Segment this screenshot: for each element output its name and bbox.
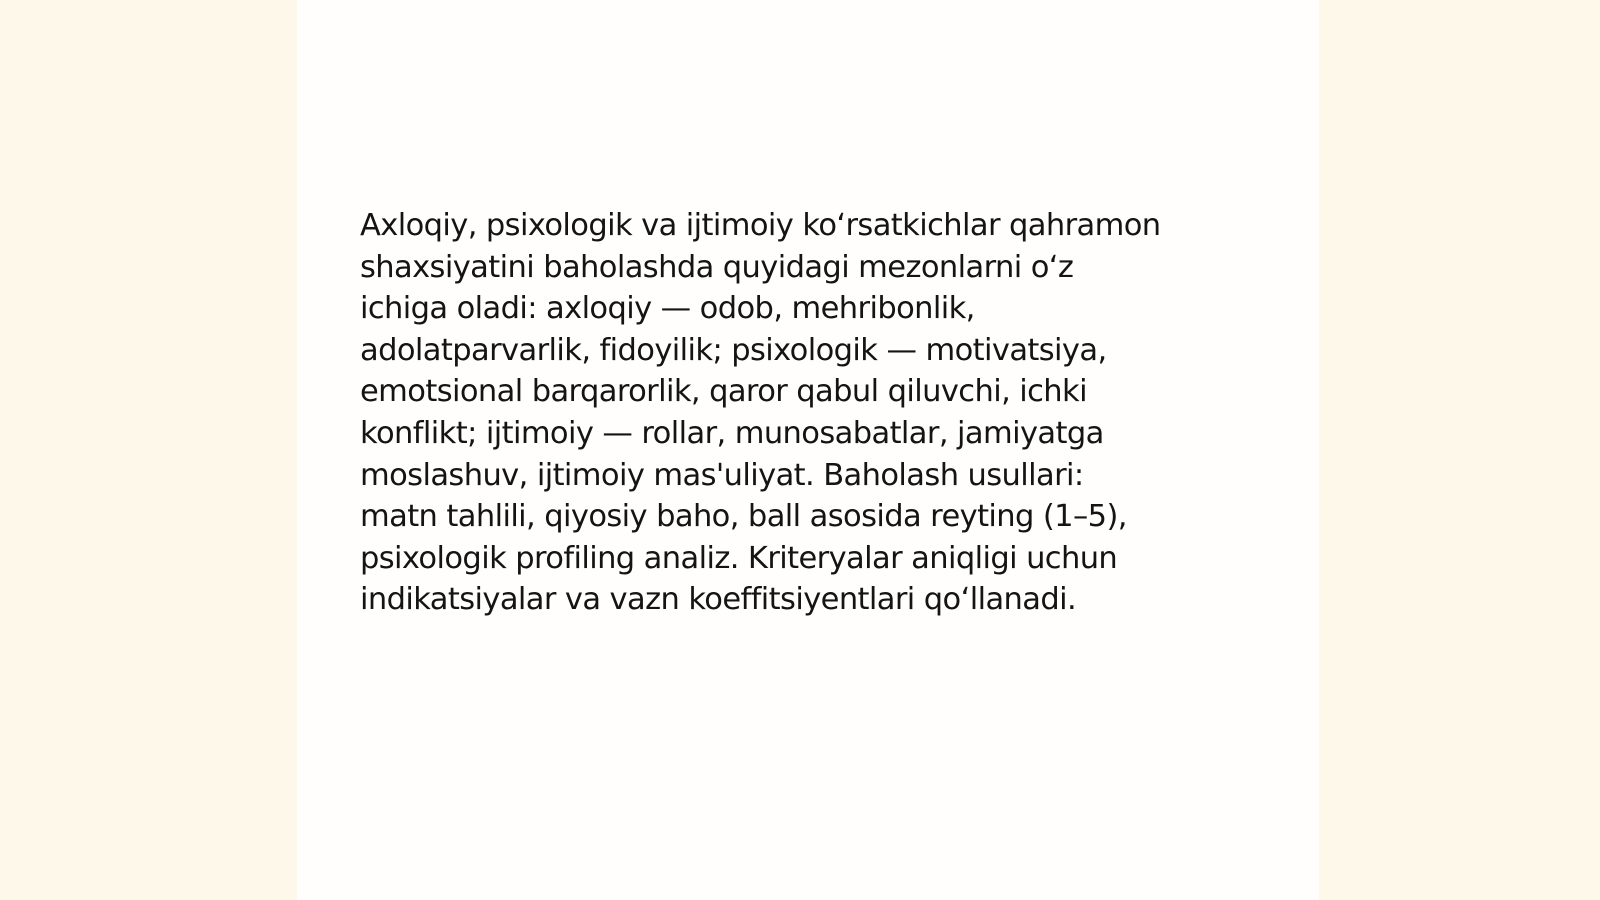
- slide: [297, 0, 1319, 900]
- slide-body-text: Axloqiy, psixologik va ijtimoiy ko‘rsatkichlar qahramon shaxsiyatini baholashda quyidagi mezonlarni o‘z ichiga oladi: axloqiy — odob, mehribonlik, adolatparvarlik, fidoyilik; psixologik — motivatsiya, emotsional barqarorlik, qaror qabul qiluvchi, ichki konflikt; ijtimoiy — rollar, munosabatlar, jamiyatga moslashuv, ijtimoiy mas'uliyat. Baholash usullari: matn tahlili, qiyosiy baho, ball asosida reyting (1–5), psixologik profiling analiz. Kriteryalar aniqligi uchun indikatsiyalar va vazn koeffitsiyentlari qo‘llanadi.: [360, 208, 1161, 618]
